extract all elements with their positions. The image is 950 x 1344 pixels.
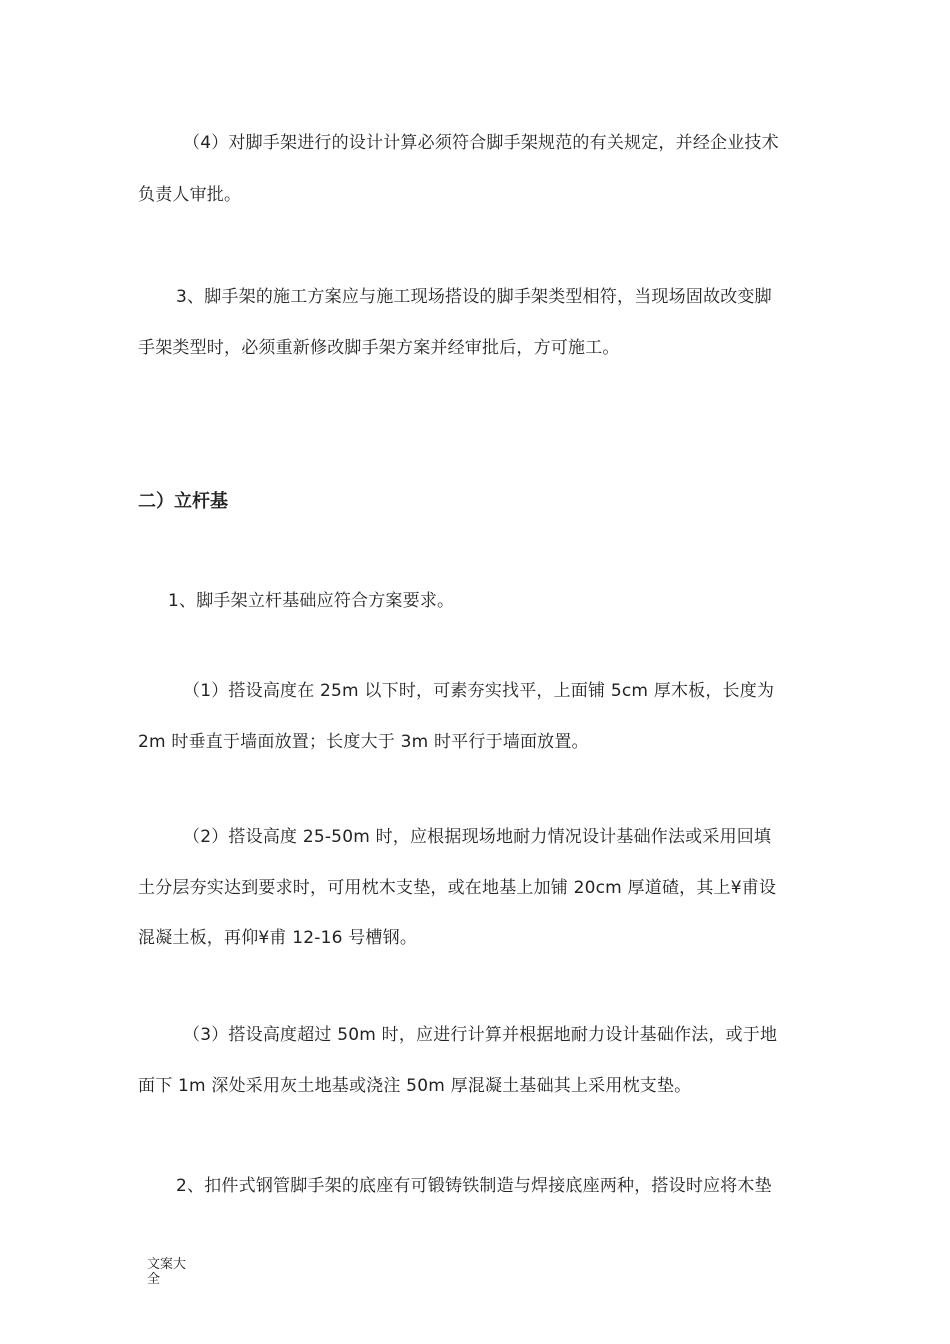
text-line: （1）搭设高度在 25m 以下时，可素夯实找平，上面铺 5cm 厚木板，长度为 (183, 681, 775, 701)
text-line: 2、扣件式钢管脚手架的底座有可锻铸铁制造与焊接底座两种，搭设时应将木垫 (176, 1176, 772, 1196)
text-line: （2）搭设高度 25-50m 时，应根据现场地耐力情况设计基础作法或采用回填 (183, 827, 772, 847)
text-line: 2m 时垂直于墙面放置；长度大于 3m 时平行于墙面放置。 (138, 732, 589, 752)
text-line: 混凝土板，再仰¥甫 12-16 号槽钢。 (138, 928, 418, 948)
text-line: 土分层夯实达到要求时，可用枕木支垫，或在地基上加铺 20cm 厚道碴，其上¥甫设 (138, 878, 777, 898)
text-line: （4）对脚手架进行的设计计算必须符合脚手架规范的有关规定，并经企业技术 (183, 133, 779, 153)
text-line: 3、脚手架的施工方案应与施工现场搭设的脚手架类型相符，当现场固故改变脚 (176, 287, 772, 307)
footer-line: 全 (147, 1272, 161, 1287)
page-footer (147, 1257, 186, 1287)
text-line: 面下 1m 深处采用灰土地基或浇注 50m 厚混凝土基础其上采用枕支垫。 (138, 1076, 692, 1096)
text-line: （3）搭设高度超过 50m 时，应进行计算并根据地耐力设计基础作法，或于地 (183, 1025, 778, 1045)
footer-line: 文案大 (147, 1257, 187, 1272)
text-line: 手架类型时，必须重新修改脚手架方案并经审批后，方可施工。 (138, 338, 620, 358)
text-line: 负责人审批。 (138, 185, 242, 205)
text-line: 1、脚手架立杆基础应符合方案要求。 (168, 591, 455, 611)
section-heading: 二）立杆基 (138, 491, 228, 512)
